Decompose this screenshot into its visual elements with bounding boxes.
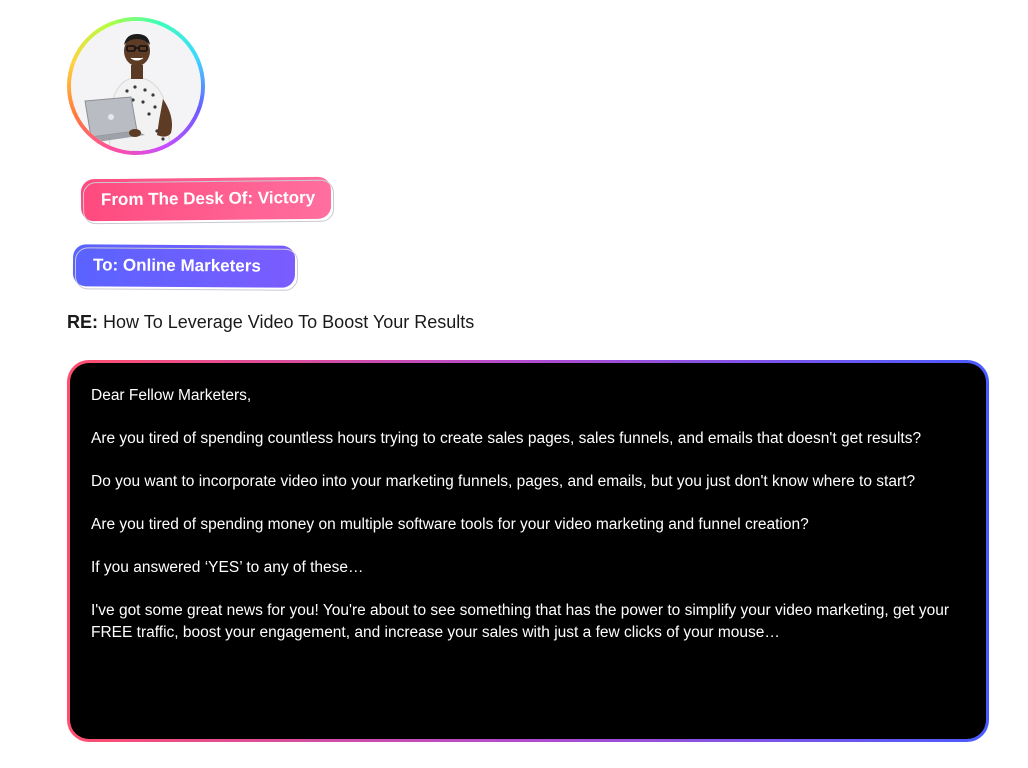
avatar	[67, 17, 205, 155]
letter-greeting: Dear Fellow Marketers,	[91, 387, 252, 404]
person-with-laptop-icon	[71, 21, 201, 151]
to-recipient-badge: To: Online Marketers	[73, 244, 295, 288]
subject-line	[67, 311, 474, 333]
letter-paragraph: Do you want to incorporate video into your marketing funnels, pages, and emails, but you just don't know where to start?	[91, 473, 916, 490]
re-subject: How To Leverage Video To Boost Your Results	[103, 312, 475, 332]
letter-paragraph: If you answered ‘YES’ to any of these…	[91, 559, 364, 576]
letter-card	[70, 363, 986, 739]
letter-card-border	[67, 360, 989, 742]
letter-paragraph: Are you tired of spending money on multiple software tools for your video marketing and funnel creation?	[91, 516, 809, 533]
avatar-photo	[71, 21, 201, 151]
re-label: RE:	[67, 312, 98, 332]
from-desk-badge: From The Desk Of: Victory	[81, 177, 331, 222]
letter-paragraph: Are you tired of spending countless hours trying to create sales pages, sales funnels, and emails that doesn't get results?	[91, 430, 922, 447]
letter-paragraph: I've got some great news for you! You're about to see something that has the power to simplify your video marketing, get your FREE traffic, boost your engagement, and increase your sales with just a few clicks of your mouse…	[91, 602, 950, 641]
